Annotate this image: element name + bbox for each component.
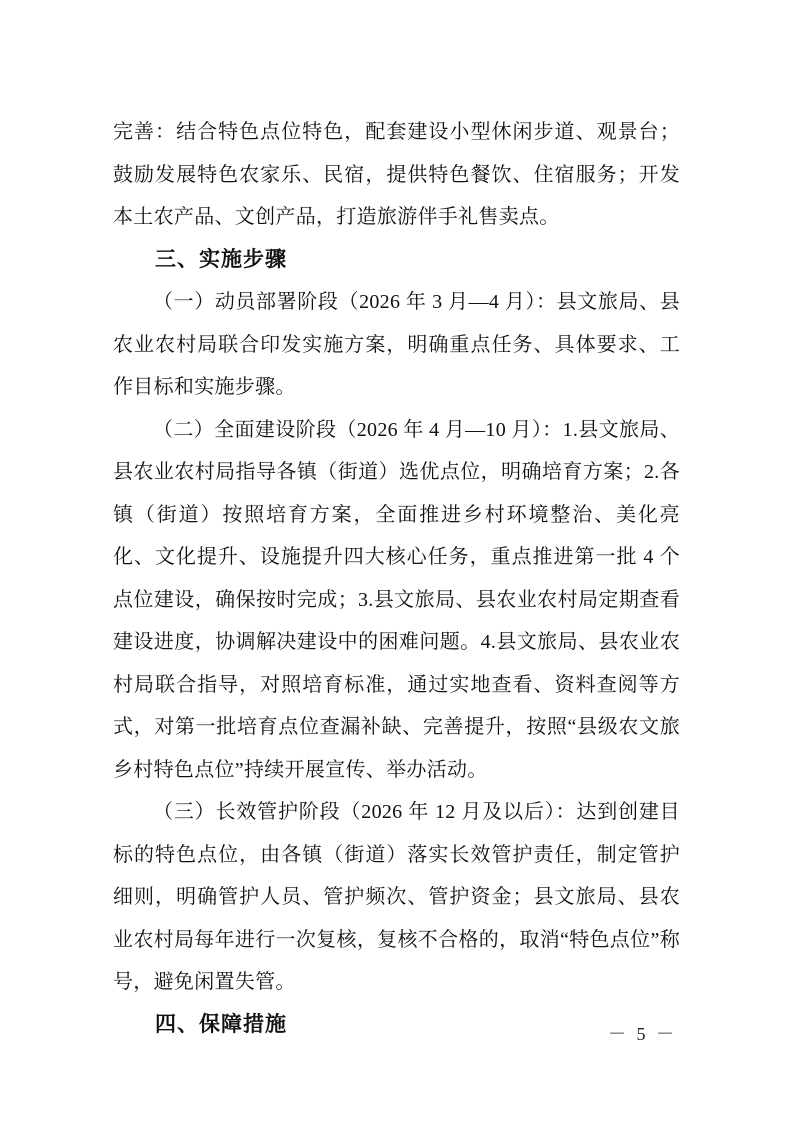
page-number: － 5 － — [608, 1024, 677, 1044]
paragraph-stage-construction: （二）全面建设阶段（2026 年 4 月—10 月）：1.县文旅局、县农业农村局指导各镇（街道）选优点位，明确培育方案；2.各镇（街道）按照培育方案，全面推进乡村环境整治、美化亮化、文化提升、设施提升四大核心任务，重点推进第一批 4 个点位建设，确保按时完成；3.县文旅局、县农业农村局定期查看建设进度，协调解决建设中的困难问题。4.县文旅局、县农业农村局联合指导，对照培育标准，通过实地查看、资料查阅等方式，对第一批培育点位查漏补缺、完善提升，按照“县级农文旅乡村特色点位”持续开展宣传、举办活动。 — [113, 418, 680, 781]
section-heading-safeguard-measures: 四、保障措施 — [155, 1012, 287, 1036]
paragraph-stage-mobilization: （一）动员部署阶段（2026 年 3 月—4 月）：县文旅局、县农业农村局联合印发实施方案，明确重点任务、具体要求、工作目标和实施步骤。 — [113, 291, 680, 398]
paragraph-stage-maintenance: （三）长效管护阶段（2026 年 12 月及以后）：达到创建目标的特色点位，由各镇（街道）落实长效管护责任，制定管护细则，明确管护人员、管护频次、管护资金；县文旅局、县农业农村局每年进行一次复核，复核不合格的，取消“特色点位”称号，避免闲置失管。 — [113, 801, 680, 993]
section-heading-implementation-steps: 三、实施步骤 — [155, 247, 287, 271]
paragraph-continuation: 完善：结合特色点位特色，配套建设小型休闲步道、观景台；鼓励发展特色农家乐、民宿，提供特色餐饮、住宿服务；开发本土农产品、文创产品，打造旅游伴手礼售卖点。 — [113, 121, 680, 228]
page-content — [113, 111, 680, 1046]
